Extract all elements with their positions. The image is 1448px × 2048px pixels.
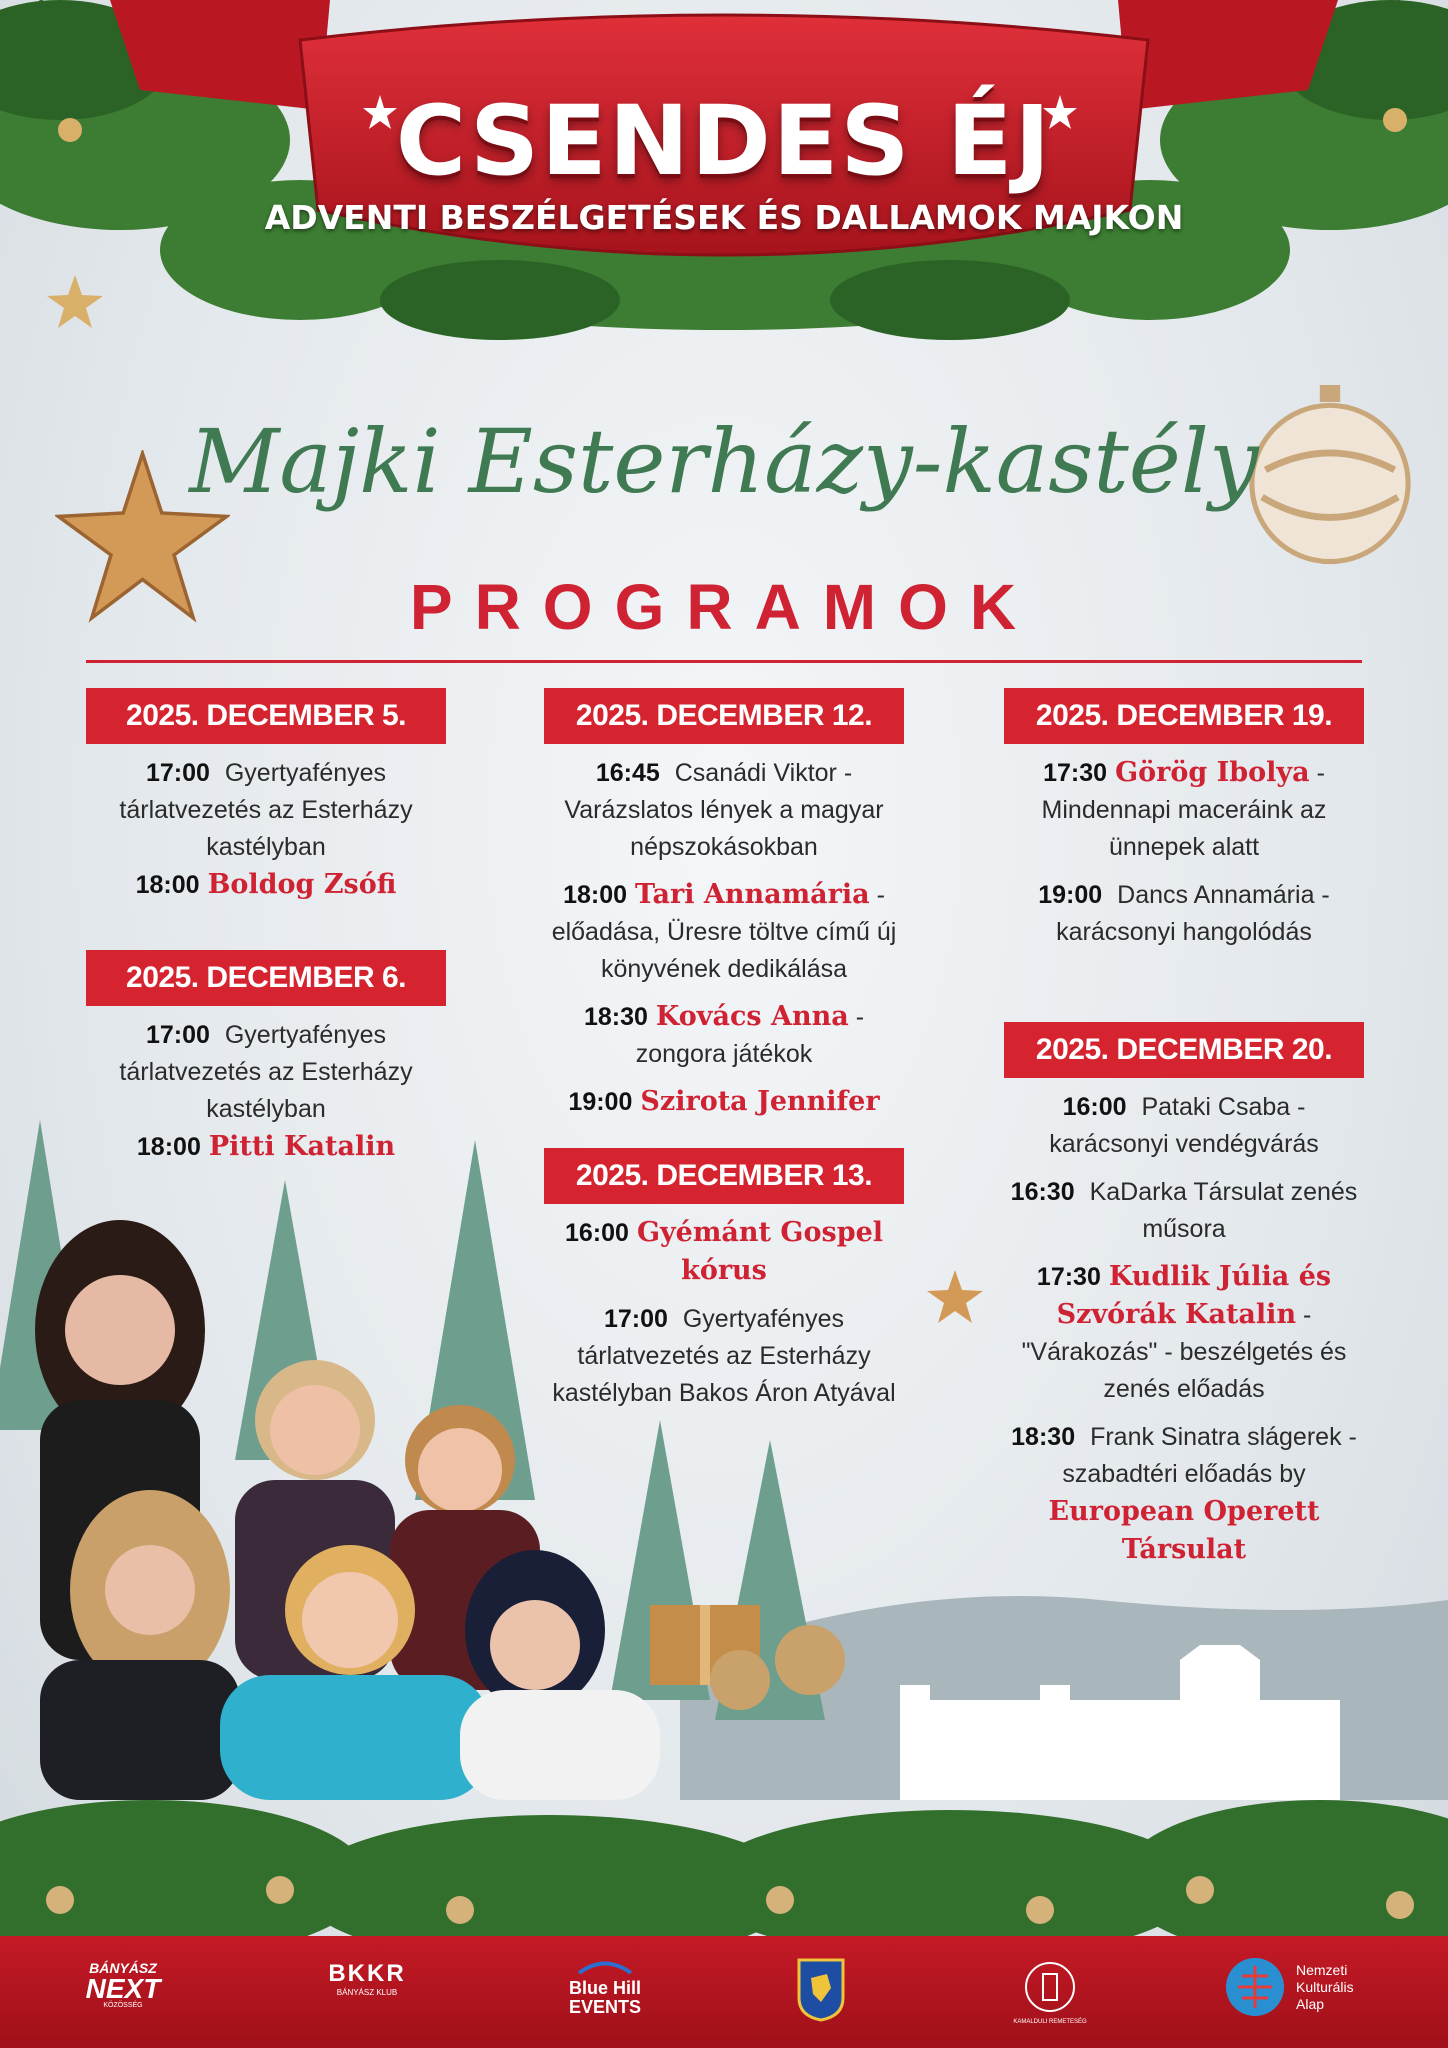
day-dec-5 bbox=[86, 688, 446, 904]
program-entry: 19:00 Szirota Jennifer bbox=[568, 1086, 880, 1117]
nka-globe-icon bbox=[1224, 1956, 1286, 2018]
bkkr-logo: BKKR BÁNYÁSZ KLUB bbox=[328, 1960, 406, 1997]
program-entry: 18:00 Tari Annamária - előadása, Üresre töltve című új könyvének dedikálása bbox=[551, 879, 897, 983]
program-entry: 16:45 Csanádi Viktor - Varázslatos lények a magyar népszokásokban bbox=[564, 759, 884, 861]
banyasz-next-logo: BÁNYÁSZ NEXT KÖZÖSSÉG bbox=[85, 1960, 161, 2009]
program-entry: 18:30 Frank Sinatra slágerek - szabadtéri előadás by bbox=[1011, 1423, 1357, 1488]
kamalduli-remeteseg-logo: KAMALDULI REMETESÉG bbox=[1000, 1960, 1100, 2025]
blue-hill-arc-icon bbox=[575, 1960, 635, 1974]
event-subtitle: ADVENTI BESZÉLGETÉSEK ÉS DALLAMOK MAJKON bbox=[264, 198, 1184, 237]
heading-divider bbox=[86, 660, 1362, 663]
date-label: 2025. DECEMBER 5. bbox=[86, 688, 446, 744]
program-entry: 16:00 Gyémánt Gospel kórus bbox=[564, 1217, 884, 1286]
majk-coat-of-arms-icon bbox=[797, 1958, 845, 2022]
program-entry: 17:00 Gyertyafényes tárlatvezetés az Esterházy kastélyban Bakos Áron Atyával bbox=[552, 1305, 896, 1407]
program-entry: 16:00 Pataki Csaba - karácsonyi vendégvárás bbox=[1049, 1093, 1319, 1158]
program-entry: 17:30 Kudlik Júlia és Szvórák Katalin - "Várakozás" - beszélgetés és zenés előadás bbox=[1021, 1261, 1347, 1403]
nka-logo: Nemzeti Kulturális Alap bbox=[1224, 1956, 1384, 2018]
date-label: 2025. DECEMBER 6. bbox=[86, 950, 446, 1006]
winter-scene-illustration bbox=[0, 1100, 1448, 1800]
program-entry: 17:30 Görög Ibolya - Mindennapi maceráink az ünnepek alatt bbox=[1041, 757, 1327, 861]
bottom-garland-decoration bbox=[0, 1760, 1448, 1950]
date-label: 2025. DECEMBER 19. bbox=[1004, 688, 1364, 744]
day-dec-19 bbox=[1004, 688, 1364, 951]
program-entry: 17:00 Gyertyafényes tárlatvezetés az Esterházy kastélyban bbox=[119, 759, 413, 861]
kamalduli-seal-icon bbox=[1023, 1960, 1077, 2014]
program-entry: 16:30 KaDarka Társulat zenés műsora bbox=[1010, 1178, 1358, 1243]
program-entry: 18:30 Kovács Anna - zongora játékok bbox=[583, 1001, 865, 1068]
program-entry: 18:00 Boldog Zsófi bbox=[135, 869, 397, 900]
program-entry: 17:00 Gyertyafényes tárlatvezetés az Esterházy kastélyban bbox=[119, 1021, 413, 1123]
program-entry: European Operett Társulat bbox=[1048, 1496, 1320, 1565]
date-label: 2025. DECEMBER 13. bbox=[544, 1148, 904, 1204]
day-dec-12 bbox=[544, 688, 904, 1121]
venue-title: Majki Esterházy-kastély bbox=[189, 410, 1259, 513]
date-label: 2025. DECEMBER 20. bbox=[1004, 1022, 1364, 1078]
program-entry: 18:00 Pitti Katalin bbox=[136, 1131, 396, 1162]
date-label: 2025. DECEMBER 12. bbox=[544, 688, 904, 744]
blue-hill-events-logo: Blue Hill EVENTS bbox=[555, 1960, 655, 2017]
program-entry: 19:00 Dancs Annamária - karácsonyi hangolódás bbox=[1038, 881, 1330, 946]
event-title: CSENDES ÉJ bbox=[395, 85, 1053, 197]
programs-heading: PROGRAMOK bbox=[409, 571, 1039, 643]
